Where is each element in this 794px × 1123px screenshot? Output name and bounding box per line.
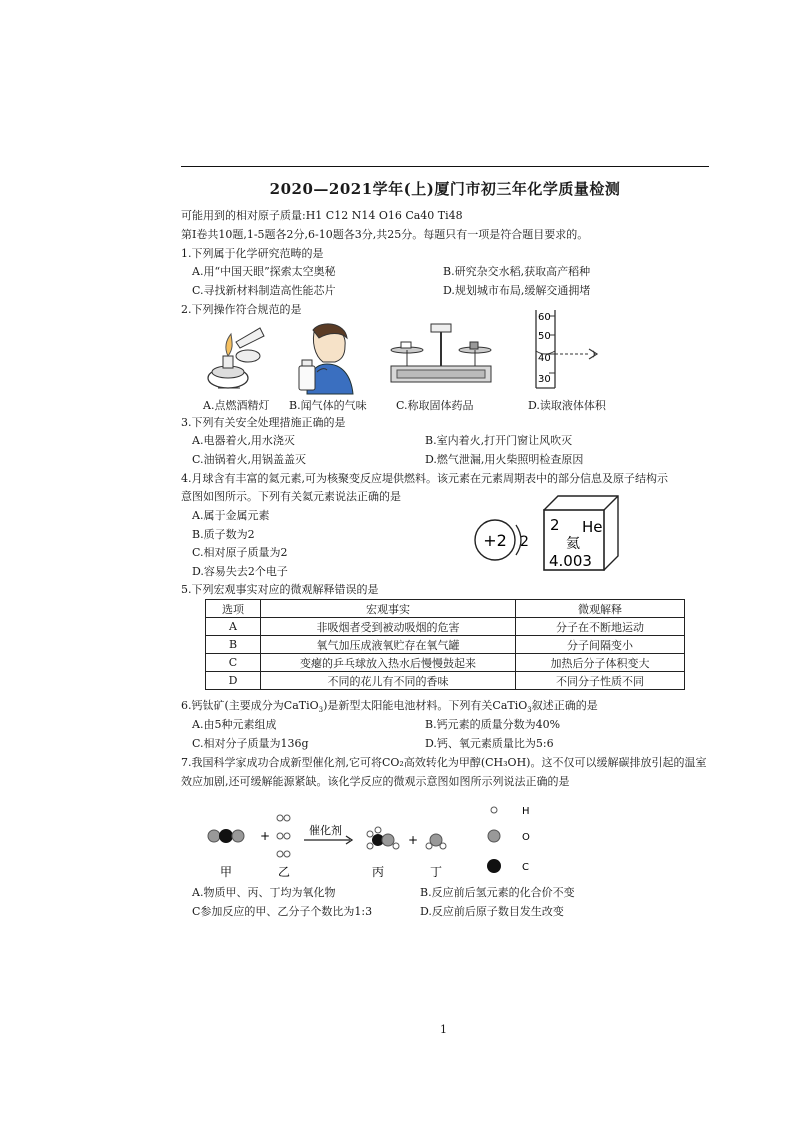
section-instructions: 第Ⅰ卷共10题,1-5题各2分,6-10题各3分,共25分。每题只有一项是符合题目要求的。 [181,228,589,241]
nucleus-charge: +2 [483,531,507,550]
alcohol-lamp-figure [200,322,270,394]
helium-atom-structure [470,515,540,565]
q6-option-d: D.钙、氧元素质量比为5:6 [425,737,554,750]
catalyst-label: 催化剂 [309,824,342,837]
table-row [206,618,685,636]
q4-option-c: C.相对原子质量为2 [192,546,288,559]
species-label: 乙 [278,865,291,879]
reaction-diagram [200,798,560,882]
q7-option-d: D.反应前后原子数目发生改变 [420,905,564,918]
q4-stem-line2: 意图如图所示。下列有关氦元素说法正确的是 [181,490,401,503]
plus-sign: + [408,833,419,847]
species-label: 丙 [372,865,385,879]
q1-option-b: B.研究杂交水稻,获取高产稻种 [443,265,591,278]
q7-stem-line1: 7.我国科学家成功合成新型催化剂,它可将CO₂高效转化为甲醇(CH₃OH)。这不仅可以缓解碳排放引起的温室 [181,756,707,769]
table-cell: 加热后分子体积变大 [516,654,685,672]
q7-option-b: B.反应前后氢元素的化合价不变 [420,886,575,899]
exam-title: 2020—2021学年(上)厦门市初三年化学质量检测 [269,180,621,198]
table-header: 选项 [206,600,261,618]
cylinder-tick-30: 30 [538,374,551,385]
table-cell: A [206,618,261,636]
q1-option-a: A.用“中国天眼”探索太空奥秘 [192,265,336,278]
q4-option-b: B.质子数为2 [192,528,255,541]
species-label: 甲 [220,865,233,879]
legend-o: O [522,832,530,843]
q7-stem-line2: 效应加剧,还可缓解能源紧缺。该化学反应的微观示意图如图所示列说法正确的是 [181,775,570,788]
q6-stem: 6.钙钛矿(主要成分为CaTiO$_3$)是新型太阳能电池材料。下列有关CaTiO$_3$叙述正确的是 [181,699,598,715]
element-mass: 4.003 [549,552,592,570]
q6-option-a: A.由5种元素组成 [192,718,277,731]
table-cell: 非吸烟者受到被动吸烟的危害 [261,618,516,636]
q2-caption-c: C.称取固体药品 [396,399,474,412]
q4-stem-line1: 4.月球含有丰富的氦元素,可为核聚变反应堤供燃料。该元素在元素周期表中的部分信息及原子结构示 [181,472,668,485]
balance-scale-figure [385,320,497,388]
element-name: 氦 [566,536,580,552]
q3-option-c: C.油锅着火,用锅盖盖灭 [192,453,307,466]
cylinder-tick-40: 40 [538,353,551,364]
q2-caption-d: D.读取液体体积 [528,399,606,412]
table-row [206,636,685,654]
page-number: 1 [440,1023,447,1036]
q1-option-d: D.规划城市布局,缓解交通拥堵 [443,284,591,297]
legend-c: C [522,862,529,873]
q3-option-a: A.电器着火,用水浇灭 [192,434,295,447]
q5-stem: 5.下列宏观事实对应的微观解释错误的是 [181,583,379,596]
graduated-cylinder-figure [533,306,613,392]
table-cell: 氧气加压成液氧贮存在氧气罐 [261,636,516,654]
table-header: 微观解释 [516,600,685,618]
table-cell: 不同的花儿有不同的香味 [261,672,516,690]
smelling-gas-figure [295,322,357,394]
helium-periodic-cell [540,492,622,576]
q2-stem: 2.下列操作符合规范的是 [181,303,302,316]
q1-option-c: C.寻找新材料制造高性能芯片 [192,284,336,297]
table-row [206,672,685,690]
q4-option-d: D.容易失去2个电子 [192,565,288,578]
q4-option-a: A.属于金属元素 [192,509,270,522]
table-cell: 不同分子性质不同 [516,672,685,690]
q7-option-c: C参加反应的甲、乙分子个数比为1:3 [192,905,373,918]
cylinder-tick-60: 60 [538,312,551,323]
table-cell: 分子在不断地运动 [516,618,685,636]
table-row [206,654,685,672]
header-rule [181,166,709,167]
q7-option-a: A.物质甲、丙、丁均为氧化物 [192,886,336,899]
q1-stem: 1.下列属于化学研究范畴的是 [181,247,324,260]
species-label: 丁 [430,865,443,879]
q3-option-b: B.室内着火,打开门窗让风吹灭 [425,434,573,447]
table-header: 宏观事实 [261,600,516,618]
q5-table [205,599,685,690]
q6-option-b: B.钙元素的质量分数为40% [425,718,561,731]
plus-sign: + [260,829,271,843]
table-cell: 分子间隔变小 [516,636,685,654]
table-cell: 变瘪的乒乓球放入热水后慢慢鼓起来 [261,654,516,672]
q2-caption-a: A.点燃酒精灯 [203,399,270,412]
table-cell: C [206,654,261,672]
q6-option-c: C.相对分子质量为136g [192,737,309,750]
legend-h: H [522,806,530,817]
table-header-row [206,600,685,618]
atomic-masses: 可能用到的相对原子质量:H1 C12 N14 O16 Ca40 Ti48 [181,209,463,222]
q3-option-d: D.燃气泄漏,用火柴照明检查原因 [425,453,584,466]
cylinder-tick-50: 50 [538,331,551,342]
q2-caption-b: B.闻气体的气味 [289,399,367,412]
shell-electrons: 2 [520,534,529,550]
table-cell: B [206,636,261,654]
table-cell: D [206,672,261,690]
element-number: 2 [550,516,560,534]
q3-stem: 3.下列有关安全处理措施正确的是 [181,416,346,429]
element-symbol: He [582,518,603,536]
